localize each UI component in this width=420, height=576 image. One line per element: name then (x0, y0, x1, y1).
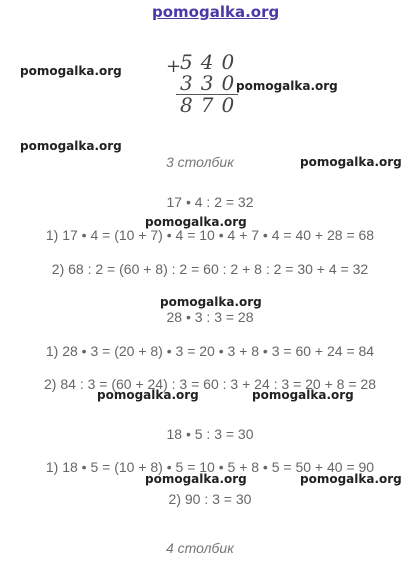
watermark: pomogalka.org (300, 472, 402, 486)
column-3-label: 3 столбик (166, 154, 234, 170)
addend-1: 540 (180, 50, 243, 74)
block-2-header: 28 • 3 : 3 = 28 (166, 309, 254, 325)
block-1-step-1: 1) 17 • 4 = (10 + 7) • 4 = 10 • 4 + 7 • 4 = 40 + 28 = 68 (45, 227, 375, 243)
watermark: pomogalka.org (20, 139, 122, 153)
column-4-label: 4 столбик (166, 540, 234, 556)
block-3-step-2: 2) 90 : 3 = 30 (168, 491, 252, 507)
block-3-header: 18 • 5 : 3 = 30 (166, 426, 254, 442)
sum: 870 (180, 93, 243, 117)
watermark: pomogalka.org (236, 79, 338, 93)
block-2-step-2: 2) 84 : 3 = (60 + 24) : 3 = 60 : 3 + 24 : 3 = 20 + 8 = 28 (44, 376, 376, 392)
plus-sign: + (166, 56, 182, 77)
watermark: pomogalka.org (145, 472, 247, 486)
watermark: pomogalka.org (252, 388, 354, 402)
block-1-step-2: 2) 68 : 2 = (60 + 8) : 2 = 60 : 2 + 8 : 2 = 30 + 4 = 32 (51, 261, 369, 277)
addend-2: 330 (180, 71, 243, 95)
watermark: pomogalka.org (97, 388, 199, 402)
block-3-step-1: 1) 18 • 5 = (10 + 8) • 5 = 10 • 5 + 8 • 5 = 50 + 40 = 90 (45, 459, 375, 475)
watermark-top: pomogalka.org (152, 3, 280, 21)
watermark: pomogalka.org (160, 295, 262, 309)
watermark: pomogalka.org (145, 215, 247, 229)
watermark: pomogalka.org (300, 155, 402, 169)
block-1-header: 17 • 4 : 2 = 32 (166, 194, 254, 210)
watermark: pomogalka.org (20, 64, 122, 78)
block-2-step-1: 1) 28 • 3 = (20 + 8) • 3 = 20 • 3 + 8 • 3 = 60 + 24 = 84 (45, 343, 375, 359)
